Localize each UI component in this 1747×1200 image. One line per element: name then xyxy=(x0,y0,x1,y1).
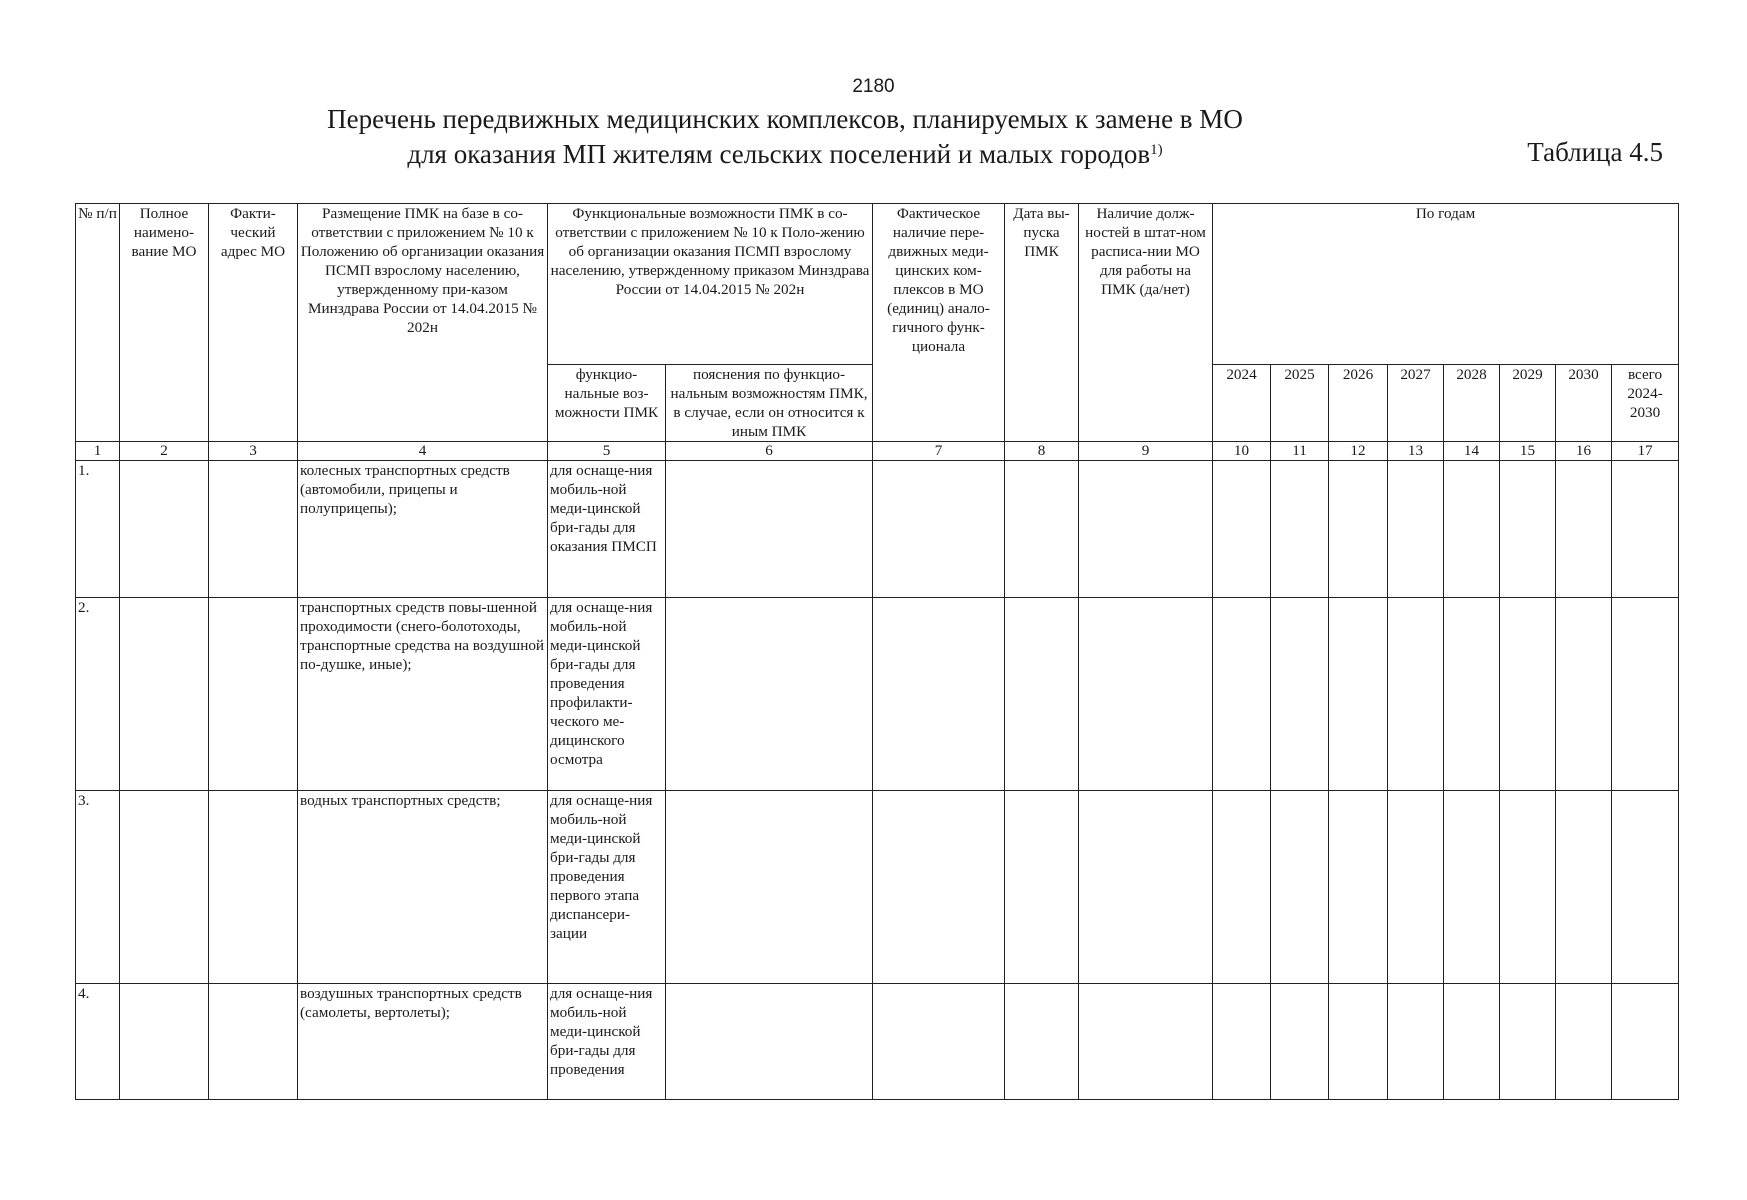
empty-cell xyxy=(209,598,298,791)
row-number: 1. xyxy=(76,461,120,598)
empty-cell xyxy=(1329,461,1388,598)
empty-cell xyxy=(1271,461,1329,598)
header-col-3: Факти-ческий адрес МО xyxy=(209,204,298,442)
capability-cell: для оснаще-ния мобиль-ной меди-цинской бри-гады для проведения профилакти-ческого ме-дицинского осмотра xyxy=(548,598,666,791)
header-col-7: Фактическое наличие пере-движных меди-цинских ком-плексов в МО (единиц) анало-гичного функ-ционала xyxy=(873,204,1005,442)
row-number: 2. xyxy=(76,598,120,791)
empty-cell xyxy=(666,791,873,984)
column-number: 11 xyxy=(1271,442,1329,461)
column-number: 6 xyxy=(666,442,873,461)
empty-cell xyxy=(120,461,209,598)
empty-cell xyxy=(1556,791,1612,984)
placement-cell: транспортных средств повы-шенной проходимости (снего-болотоходы, транспортные средства на воздушной по-душке, иные); xyxy=(298,598,548,791)
column-number: 12 xyxy=(1329,442,1388,461)
header-year-2030: 2030 xyxy=(1556,365,1612,442)
empty-cell xyxy=(1213,598,1271,791)
header-year-2027: 2027 xyxy=(1388,365,1444,442)
row-number: 4. xyxy=(76,984,120,1100)
column-number: 1 xyxy=(76,442,120,461)
empty-cell xyxy=(1388,984,1444,1100)
empty-cell xyxy=(1271,791,1329,984)
empty-cell xyxy=(666,984,873,1100)
header-year-2026: 2026 xyxy=(1329,365,1388,442)
empty-cell xyxy=(666,598,873,791)
empty-cell xyxy=(1500,598,1556,791)
header-col-4: Размещение ПМК на базе в со-ответствии с приложением № 10 к Положению об организации оказания ПСМП взрослому населению, утвержденному при-казом Минздрава России от 14.04.2015 № 202н xyxy=(298,204,548,442)
empty-cell xyxy=(1444,791,1500,984)
empty-cell xyxy=(1556,461,1612,598)
empty-cell xyxy=(1079,984,1213,1100)
column-number: 4 xyxy=(298,442,548,461)
empty-cell xyxy=(1556,598,1612,791)
empty-cell xyxy=(1213,461,1271,598)
table-row xyxy=(76,984,1679,1100)
empty-cell xyxy=(873,791,1005,984)
column-number: 7 xyxy=(873,442,1005,461)
empty-cell xyxy=(1500,791,1556,984)
capability-cell: для оснаще-ния мобиль-ной меди-цинской бри-гады для проведения xyxy=(548,984,666,1100)
table-row xyxy=(76,791,1679,984)
header-col-6: пояснения по функцио-нальным возможностям ПМК, в случае, если он относится к иным ПМК xyxy=(666,365,873,442)
empty-cell xyxy=(1556,984,1612,1100)
empty-cell xyxy=(1388,598,1444,791)
empty-cell xyxy=(1612,984,1679,1100)
header-col-5-6-group: Функциональные возможности ПМК в со-ответствии с приложением № 10 к Поло-жению об организации оказания ПСМП взрослому населению, утвержденному приказом Минздрава России от 14.04.2015 № 202н xyxy=(548,204,873,365)
header-col-5: функцио-нальные воз-можности ПМК xyxy=(548,365,666,442)
empty-cell xyxy=(1444,598,1500,791)
table-row xyxy=(76,598,1679,791)
header-year-2025: 2025 xyxy=(1271,365,1329,442)
empty-cell xyxy=(1612,791,1679,984)
empty-cell xyxy=(1500,461,1556,598)
empty-cell xyxy=(120,791,209,984)
column-number: 8 xyxy=(1005,442,1079,461)
header-col-1: № п/п xyxy=(76,204,120,442)
capability-cell: для оснаще-ния мобиль-ной меди-цинской бри-гады для проведения первого этапа диспансери-зации xyxy=(548,791,666,984)
column-number: 3 xyxy=(209,442,298,461)
column-number: 10 xyxy=(1213,442,1271,461)
pmk-table xyxy=(75,203,1679,1100)
empty-cell xyxy=(1271,984,1329,1100)
empty-cell xyxy=(1271,598,1329,791)
column-number: 14 xyxy=(1444,442,1500,461)
empty-cell xyxy=(1612,461,1679,598)
column-number: 16 xyxy=(1556,442,1612,461)
empty-cell xyxy=(1388,791,1444,984)
header-row-1 xyxy=(76,204,1679,365)
header-years-group: По годам xyxy=(1213,204,1679,365)
empty-cell xyxy=(873,461,1005,598)
empty-cell xyxy=(209,461,298,598)
column-number: 5 xyxy=(548,442,666,461)
empty-cell xyxy=(120,598,209,791)
empty-cell xyxy=(1329,598,1388,791)
table-row xyxy=(76,461,1679,598)
empty-cell xyxy=(1444,984,1500,1100)
placement-cell: водных транспортных средств; xyxy=(298,791,548,984)
empty-cell xyxy=(1005,791,1079,984)
empty-cell xyxy=(209,984,298,1100)
column-number: 15 xyxy=(1500,442,1556,461)
header-col-9: Наличие долж-ностей в штат-ном расписа-нии МО для работы на ПМК (да/нет) xyxy=(1079,204,1213,442)
empty-cell xyxy=(666,461,873,598)
empty-cell xyxy=(1079,598,1213,791)
title-line-1: Перечень передвижных медицинских комплексов, планируемых к замене в МО xyxy=(327,104,1243,134)
header-year-2029: 2029 xyxy=(1500,365,1556,442)
empty-cell xyxy=(1005,461,1079,598)
empty-cell xyxy=(209,791,298,984)
title-footnote-mark: 1) xyxy=(1150,142,1163,158)
column-number: 17 xyxy=(1612,442,1679,461)
empty-cell xyxy=(1388,461,1444,598)
document-title xyxy=(230,102,1340,172)
column-number: 9 xyxy=(1079,442,1213,461)
empty-cell xyxy=(873,598,1005,791)
row-number: 3. xyxy=(76,791,120,984)
header-col-8: Дата вы-пуска ПМК xyxy=(1005,204,1079,442)
page-number: 2180 xyxy=(852,76,895,97)
header-year-total: всего 2024-2030 xyxy=(1612,365,1679,442)
empty-cell xyxy=(873,984,1005,1100)
empty-cell xyxy=(1213,984,1271,1100)
empty-cell xyxy=(1444,461,1500,598)
empty-cell xyxy=(1329,791,1388,984)
column-numbers-row xyxy=(76,442,1679,461)
empty-cell xyxy=(1079,791,1213,984)
table-label: Таблица 4.5 xyxy=(1527,137,1663,167)
empty-cell xyxy=(1612,598,1679,791)
empty-cell xyxy=(1500,984,1556,1100)
empty-cell xyxy=(1213,791,1271,984)
header-year-2028: 2028 xyxy=(1444,365,1500,442)
capability-cell: для оснаще-ния мобиль-ной меди-цинской бри-гады для оказания ПМСП xyxy=(548,461,666,598)
empty-cell xyxy=(1079,461,1213,598)
title-line-2-text: для оказания МП жителям сельских поселений и малых городов xyxy=(407,139,1151,169)
placement-cell: колесных транспортных средств (автомобили, прицепы и полуприцепы); xyxy=(298,461,548,598)
column-number: 2 xyxy=(120,442,209,461)
header-col-2: Полное наимено-вание МО xyxy=(120,204,209,442)
header-year-2024: 2024 xyxy=(1213,365,1271,442)
placement-cell: воздушных транспортных средств (самолеты, вертолеты); xyxy=(298,984,548,1100)
empty-cell xyxy=(1005,984,1079,1100)
empty-cell xyxy=(1329,984,1388,1100)
title-line-2 xyxy=(230,137,1340,172)
empty-cell xyxy=(1005,598,1079,791)
empty-cell xyxy=(120,984,209,1100)
column-number: 13 xyxy=(1388,442,1444,461)
